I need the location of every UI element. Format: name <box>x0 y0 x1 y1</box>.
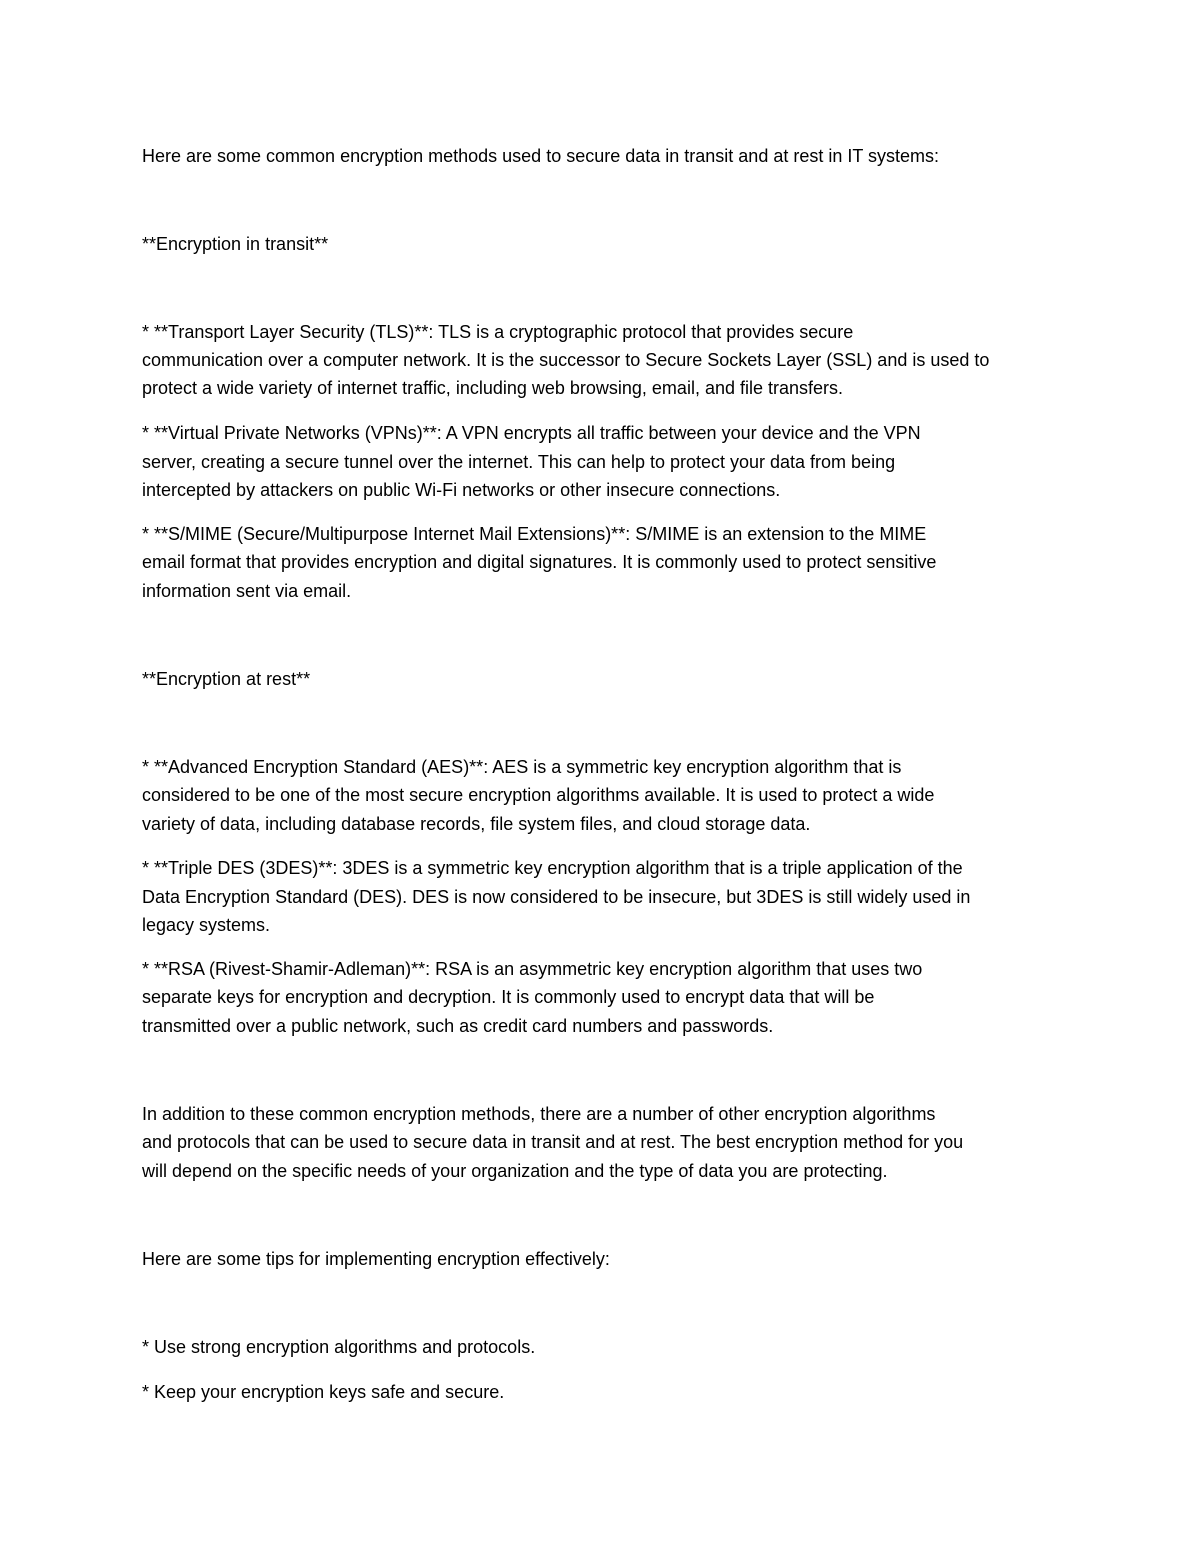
3des-line-3: legacy systems. <box>142 915 271 935</box>
conclusion-line-3: will depend on the specific needs of your organization and the type of data you are protecting. <box>142 1161 888 1181</box>
conclusion-line-1: In addition to these common encryption methods, there are a number of other encryption algorithms <box>142 1104 936 1124</box>
3des-line-1: * **Triple DES (3DES)**: 3DES is a symmetric key encryption algorithm that is a triple application of the <box>142 858 963 878</box>
rest-heading: **Encryption at rest** <box>142 669 311 689</box>
rsa-line-3: transmitted over a public network, such as credit card numbers and passwords. <box>142 1016 774 1036</box>
tls-line-2: communication over a computer network. It is the successor to Secure Sockets Layer (SSL) and is used to <box>142 350 990 370</box>
tip-item-2: * Keep your encryption keys safe and secure. <box>142 1382 505 1402</box>
tip-item-1: * Use strong encryption algorithms and protocols. <box>142 1337 536 1357</box>
smime-line-3: information sent via email. <box>142 581 352 601</box>
aes-line-3: variety of data, including database records, file system files, and cloud storage data. <box>142 814 811 834</box>
tls-line-3: protect a wide variety of internet traffic, including web browsing, email, and file transfers. <box>142 378 844 398</box>
3des-line-2: Data Encryption Standard (DES). DES is now considered to be insecure, but 3DES is still widely used in <box>142 887 971 907</box>
conclusion-line-2: and protocols that can be used to secure data in transit and at rest. The best encryption method for you <box>142 1132 964 1152</box>
rsa-line-2: separate keys for encryption and decryption. It is commonly used to encrypt data that will be <box>142 987 875 1007</box>
tips-intro: Here are some tips for implementing encryption effectively: <box>142 1249 610 1269</box>
rsa-line-1: * **RSA (Rivest-Shamir-Adleman)**: RSA is an asymmetric key encryption algorithm that uses two <box>142 959 923 979</box>
tls-line-1: * **Transport Layer Security (TLS)**: TLS is a cryptographic protocol that provides secure <box>142 322 854 342</box>
vpn-line-1: * **Virtual Private Networks (VPNs)**: A VPN encrypts all traffic between your device and the VPN <box>142 423 921 443</box>
vpn-line-3: intercepted by attackers on public Wi-Fi networks or other insecure connections. <box>142 480 781 500</box>
aes-line-2: considered to be one of the most secure encryption algorithms available. It is used to protect a wide <box>142 785 935 805</box>
vpn-line-2: server, creating a secure tunnel over the internet. This can help to protect your data from being <box>142 452 896 472</box>
smime-line-2: email format that provides encryption and digital signatures. It is commonly used to protect sensitive <box>142 552 937 572</box>
intro-paragraph: Here are some common encryption methods used to secure data in transit and at rest in IT systems: <box>142 146 940 166</box>
transit-heading: **Encryption in transit** <box>142 234 329 254</box>
smime-line-1: * **S/MIME (Secure/Multipurpose Internet Mail Extensions)**: S/MIME is an extension to the MIME <box>142 524 927 544</box>
aes-line-1: * **Advanced Encryption Standard (AES)**: AES is a symmetric key encryption algorithm that is <box>142 757 902 777</box>
